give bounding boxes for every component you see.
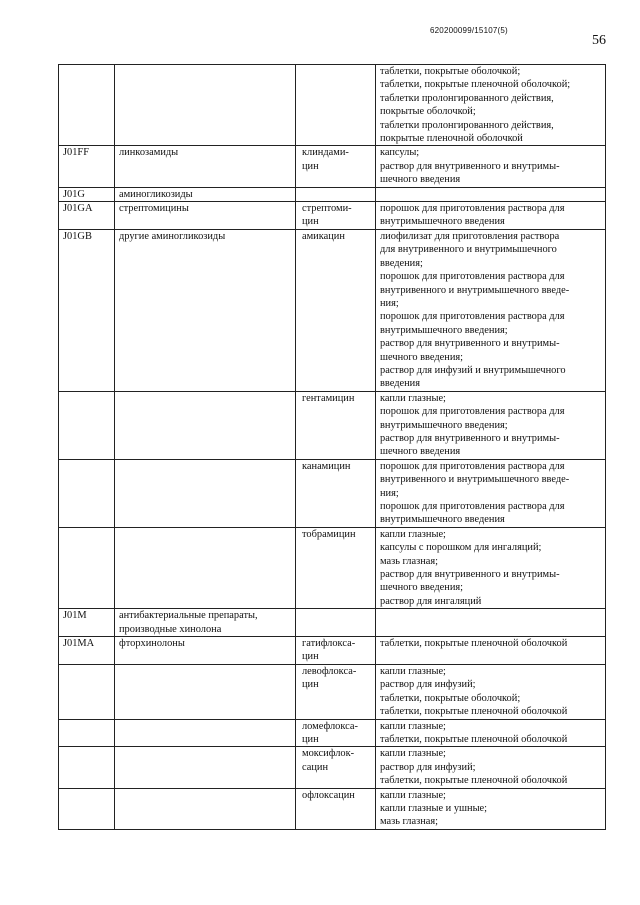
table-row — [59, 229, 606, 391]
group-name-cell: антибактериальные препараты, производные хинолона — [115, 609, 296, 637]
table-row — [59, 788, 606, 829]
substance-cell: амикацин — [296, 229, 376, 391]
substance-cell: ломефлокса- цин — [296, 719, 376, 747]
group-name-cell — [115, 788, 296, 829]
dosage-forms-cell — [376, 609, 606, 637]
atc-code-cell: J01FF — [59, 146, 115, 187]
atc-code-cell — [59, 747, 115, 788]
dosage-forms-cell: капли глазные; таблетки, покрытые пленочной оболочкой — [376, 719, 606, 747]
substance-cell: моксифлок- сацин — [296, 747, 376, 788]
substance-cell — [296, 609, 376, 637]
group-name-cell — [115, 527, 296, 608]
substance-cell — [296, 187, 376, 201]
atc-code-cell — [59, 459, 115, 527]
substance-cell: гентамицин — [296, 391, 376, 459]
group-name-cell: другие аминогликозиды — [115, 229, 296, 391]
dosage-forms-cell — [376, 187, 606, 201]
atc-code-cell: J01M — [59, 609, 115, 637]
table-row — [59, 747, 606, 788]
table-row — [59, 719, 606, 747]
table-body — [59, 65, 606, 830]
drug-classification-table — [58, 64, 606, 830]
table-row — [59, 527, 606, 608]
atc-code-cell — [59, 65, 115, 146]
substance-cell: гатифлокса- цин — [296, 637, 376, 665]
group-name-cell — [115, 719, 296, 747]
table-row — [59, 146, 606, 187]
atc-code-cell: J01MA — [59, 637, 115, 665]
substance-cell: стрептоми- цин — [296, 202, 376, 230]
dosage-forms-cell: таблетки, покрытые пленочной оболочкой — [376, 637, 606, 665]
group-name-cell: стрептомицины — [115, 202, 296, 230]
group-name-cell: линкозамиды — [115, 146, 296, 187]
dosage-forms-cell: капли глазные; раствор для инфузий; таблетки, покрытые пленочной оболочкой — [376, 747, 606, 788]
atc-code-cell: J01GA — [59, 202, 115, 230]
page-number: 56 — [592, 33, 606, 48]
group-name-cell — [115, 65, 296, 146]
group-name-cell — [115, 459, 296, 527]
substance-cell: канамицин — [296, 459, 376, 527]
atc-code-cell — [59, 527, 115, 608]
table-row — [59, 459, 606, 527]
substance-cell: левофлокса- цин — [296, 664, 376, 719]
atc-code-cell: J01G — [59, 187, 115, 201]
dosage-forms-cell: капли глазные; капсулы с порошком для ингаляций; мазь глазная; раствор для внутривенного и внутримы- шечного введения; раствор для ингаляций — [376, 527, 606, 608]
dosage-forms-cell: капли глазные; капли глазные и ушные; мазь глазная; — [376, 788, 606, 829]
table-row — [59, 187, 606, 201]
atc-code-cell — [59, 664, 115, 719]
group-name-cell — [115, 664, 296, 719]
atc-code-cell — [59, 788, 115, 829]
dosage-forms-cell: капли глазные; раствор для инфузий; таблетки, покрытые оболочкой; таблетки, покрытые пленочной оболочкой — [376, 664, 606, 719]
group-name-cell — [115, 391, 296, 459]
substance-cell: клиндами- цин — [296, 146, 376, 187]
substance-cell: офлоксацин — [296, 788, 376, 829]
atc-code-cell: J01GB — [59, 229, 115, 391]
dosage-forms-cell: порошок для приготовления раствора для внутривенного и внутримышечного введе- ния; порошок для приготовления раствора для внутримышечного введения — [376, 459, 606, 527]
atc-code-cell — [59, 391, 115, 459]
group-name-cell: аминогликозиды — [115, 187, 296, 201]
table-row — [59, 637, 606, 665]
group-name-cell: фторхинолоны — [115, 637, 296, 665]
group-name-cell — [115, 747, 296, 788]
dosage-forms-cell: порошок для приготовления раствора для внутримышечного введения — [376, 202, 606, 230]
table-row — [59, 609, 606, 637]
substance-cell: тобрамицин — [296, 527, 376, 608]
atc-code-cell — [59, 719, 115, 747]
substance-cell — [296, 65, 376, 146]
table-row — [59, 65, 606, 146]
dosage-forms-cell: лиофилизат для приготовления раствора для внутривенного и внутримышечного введения; порошок для приготовления раствора для внутривенного и внутримышечного введе- ния; порошок для приготовления раствора для внутримышечного введения; раствор для внутривенного и внутримы- шечного введения; раствор для инфузий и внутримышечного введения — [376, 229, 606, 391]
table-row — [59, 391, 606, 459]
table-row — [59, 202, 606, 230]
table-row — [59, 664, 606, 719]
dosage-forms-cell: капсулы; раствор для внутривенного и внутримы- шечного введения — [376, 146, 606, 187]
dosage-forms-cell: капли глазные; порошок для приготовления раствора для внутримышечного введения; раствор для внутривенного и внутримы- шечного введения — [376, 391, 606, 459]
document-id: 620200099/15107(5) — [430, 26, 508, 35]
dosage-forms-cell: таблетки, покрытые оболочкой; таблетки, покрытые пленочной оболочкой; таблетки пролонгированного действия, покрытые оболочкой; таблетки пролонгированного действия, покрытые пленочной оболочкой — [376, 65, 606, 146]
